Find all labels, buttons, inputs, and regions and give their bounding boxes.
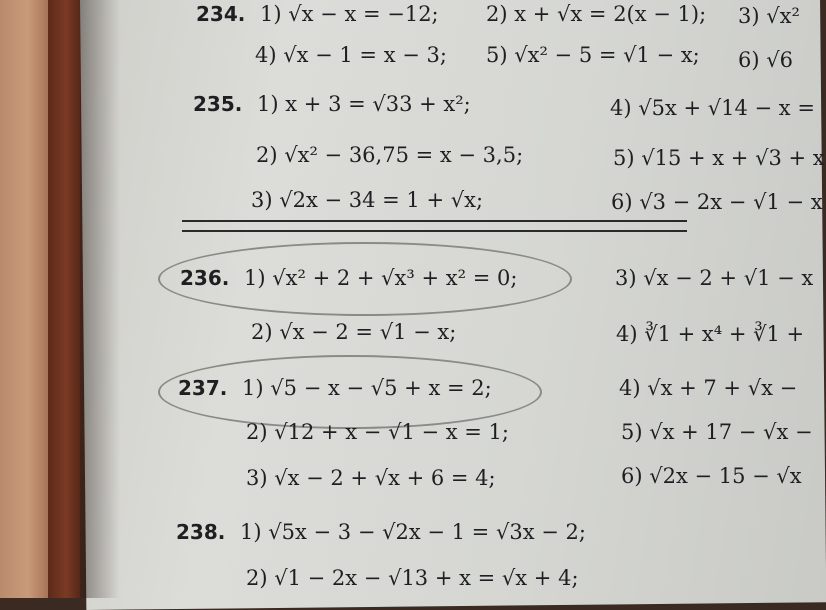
- equation: 1) x + 3 = √33 + x²;: [257, 92, 471, 116]
- equation: 4) √5x + √14 − x =: [610, 96, 815, 120]
- equation: 1) √5x − 3 − √2x − 1 = √3x − 2;: [240, 520, 586, 544]
- equation: 2) √12 + x − √1 − x = 1;: [246, 420, 509, 444]
- equation: 5) √15 + x + √3 + x: [613, 146, 825, 170]
- equation: 2) √x² − 36,75 = x − 3,5;: [256, 143, 524, 167]
- problem-237-row-1: [178, 376, 492, 400]
- equation: 2) √1 − 2x − √13 + x = √x + 4;: [246, 566, 579, 590]
- equation: 1) √x² + 2 + √x³ + x² = 0;: [244, 266, 518, 290]
- problem-236-row-1: [180, 266, 517, 290]
- section-rule-top: [182, 220, 687, 222]
- problem-number: 234.: [196, 2, 246, 26]
- problem-238-row-1: [176, 520, 586, 544]
- page-gutter-shadow: [80, 0, 120, 598]
- equation: 3) √x²: [738, 4, 800, 28]
- problem-number: 238.: [176, 520, 226, 544]
- equation: 1) √x − x = −12;: [260, 2, 439, 26]
- problem-235-row-1: [193, 92, 471, 116]
- problem-number: 237.: [178, 376, 228, 400]
- equation: 3) √x − 2 + √x + 6 = 4;: [246, 466, 496, 490]
- book-cover-edge: [48, 0, 84, 598]
- equation: 5) √x² − 5 = √1 − x;: [486, 43, 700, 67]
- equation: 6) √6: [738, 48, 793, 72]
- problem-number: 236.: [180, 266, 230, 290]
- equation: 5) √x + 17 − √x −: [621, 420, 813, 444]
- problem-number: 235.: [193, 92, 243, 116]
- equation: 1) √5 − x − √5 + x = 2;: [242, 376, 492, 400]
- equation: 6) √2x − 15 − √x: [621, 464, 802, 488]
- section-rule-bottom: [182, 230, 687, 232]
- equation: 6) √3 − 2x − √1 − x: [611, 190, 823, 214]
- equation: 4) ∛1 + x⁴ + ∛1 +: [616, 322, 805, 346]
- equation: 4) √x − 1 = x − 3;: [255, 43, 447, 67]
- equation: 4) √x + 7 + √x −: [619, 376, 798, 400]
- problem-234-row-1: [196, 2, 439, 26]
- equation: 2) √x − 2 = √1 − x;: [251, 320, 457, 344]
- equation: 3) √2x − 34 = 1 + √x;: [251, 188, 484, 212]
- equation: 3) √x − 2 + √1 − x: [615, 266, 814, 290]
- equation: 2) x + √x = 2(x − 1);: [486, 2, 707, 26]
